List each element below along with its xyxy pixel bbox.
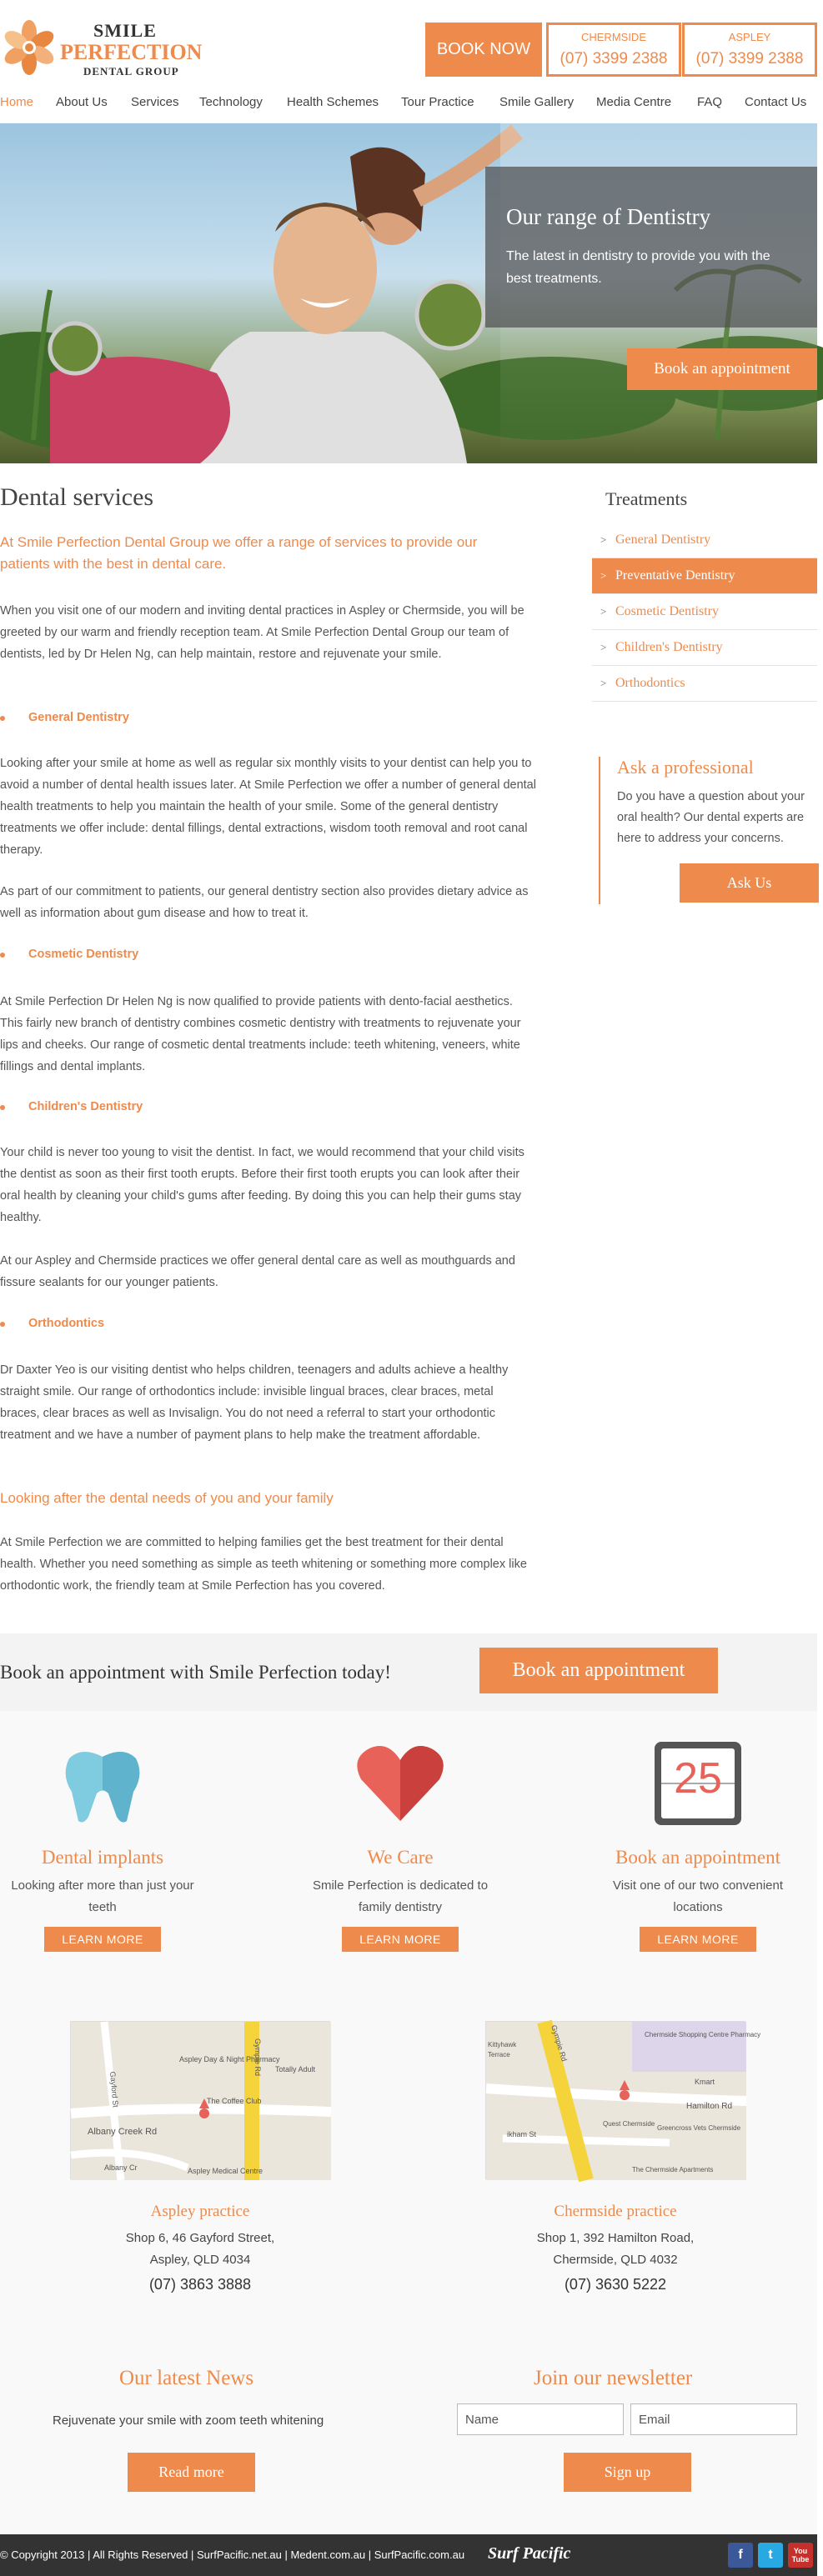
map-label: Totally Adult xyxy=(275,2065,316,2073)
subheading-general: General Dentistry xyxy=(0,711,129,724)
map-label: Terrace xyxy=(488,2051,510,2058)
paragraph: When you visit one of our modern and inviting dental practices in Aspley or Chermside, you will be greeted by our warm and friendly reception team. At Smile Perfection Dental Group our team of dentists, led by Dr Helen Ng, can help maintain, restore and rejuvenate your smile. xyxy=(0,604,524,661)
email-input[interactable]: Email xyxy=(630,2403,797,2435)
paragraph: Dr Daxter Yeo is our visiting dentist who helps children, teenagers and adults achieve a healthy straight smile. Our range of orthodontics include: invisible lingual braces, clear braces, metal braces, clear braces as well as Invisalign. You do not need a referral to start your orthodontic treatment and we have a number of payment plans to help make the treatment affordable. xyxy=(0,1363,509,1442)
practice-title: Aspley practice xyxy=(150,2203,250,2220)
ask-us-button[interactable]: Ask Us xyxy=(680,863,819,903)
feature-text: Looking after more than just your teeth xyxy=(11,1878,194,1914)
practice-title: Chermside practice xyxy=(554,2203,677,2220)
main-nav xyxy=(0,95,817,120)
subheading-children: Children's Dentistry xyxy=(0,1100,143,1113)
feature-book xyxy=(573,1742,823,1952)
map-label: Aspley Medical Centre xyxy=(188,2167,263,2175)
paragraph: Your child is never too young to visit the dentist. In fact, we would recommend that your child visits the dentist as soon as their first tooth erupts. Before their first tooth erupts you can look after their oral health by cleaning your child's gums after feeding. By doing this you can help their gums stay healthy. xyxy=(0,1146,524,1224)
logo-title: SMILE xyxy=(93,20,157,41)
ask-professional-box xyxy=(599,757,817,904)
site-header xyxy=(0,0,817,93)
learn-more-button[interactable]: LEARN MORE xyxy=(640,1927,756,1952)
nav-about-us[interactable]: About Us xyxy=(56,95,108,109)
map-label: ikham St xyxy=(507,2130,537,2138)
nav-technology[interactable]: Technology xyxy=(199,95,263,109)
practice-phone[interactable]: (07) 3863 3888 xyxy=(148,2276,252,2293)
book-bar-text: Book an appointment with Smile Perfection today! xyxy=(0,1662,391,1683)
hero-book-button[interactable]: Book an appointment xyxy=(627,348,817,390)
footer xyxy=(0,2534,817,2576)
nav-home[interactable]: Home xyxy=(0,95,34,109)
footer-copyright: © Copyright 2013 | All Rights Reserved | SurfPacific.net.au | Medent.com.au | SurfPacific.com.au xyxy=(0,2548,465,2561)
feature-text: Smile Perfection is dedicated to family dentistry xyxy=(312,1878,489,1914)
feature-title: We Care xyxy=(367,1847,434,1868)
map-label: Albany Creek Rd xyxy=(88,2127,158,2137)
map-chermside[interactable] xyxy=(485,2021,761,2179)
paragraph: As part of our commitment to patients, our general dentistry section also provides dietary advice as well as information about gum disease and how to treat it. xyxy=(0,885,529,920)
intro-text: At Smile Perfection Dental Group we offer a range of services to provide our patients with the best in dental care. xyxy=(0,534,478,572)
phone-chermside[interactable] xyxy=(546,23,681,77)
sidebar-item-preventative[interactable]: > Preventative Dentistry xyxy=(592,558,817,594)
heart-icon xyxy=(354,1742,446,1825)
subheading-cosmetic: Cosmetic Dentistry xyxy=(0,948,138,961)
map-label: Greencross Vets Chermside xyxy=(657,2124,741,2132)
logo-subtitle: PERFECTION xyxy=(60,40,203,64)
tooth-icon xyxy=(57,1742,148,1825)
map-label: Chermside Shopping Centre Pharmacy xyxy=(645,2031,761,2038)
nav-media-centre[interactable]: Media Centre xyxy=(596,95,672,109)
phone-aspley[interactable] xyxy=(682,23,817,77)
learn-more-button[interactable]: LEARN MORE xyxy=(342,1927,459,1952)
map-label: Kmart xyxy=(695,2078,715,2086)
calendar-day: 25 xyxy=(674,1754,722,1803)
practice-phone[interactable]: (07) 3630 5222 xyxy=(564,2276,667,2293)
twitter-icon[interactable]: t xyxy=(758,2543,783,2568)
treatments-list xyxy=(592,523,817,702)
map-label: The Coffee Club xyxy=(207,2097,262,2105)
book-bar-button[interactable]: Book an appointment xyxy=(479,1648,718,1693)
feature-text: Visit one of our two convenient locations xyxy=(612,1878,784,1914)
sidebar-item-general[interactable]: > General Dentistry xyxy=(592,523,817,558)
news-title: Our latest News xyxy=(119,2367,254,2389)
nav-health-schemes[interactable]: Health Schemes xyxy=(287,95,379,109)
feature-we-care xyxy=(275,1742,525,1952)
nav-faq[interactable]: FAQ xyxy=(697,95,723,109)
hero-subtitle: The latest in dentistry to provide you with the best treatments. xyxy=(506,249,770,286)
feature-title: Book an appointment xyxy=(615,1847,781,1868)
sidebar-title: Treatments xyxy=(605,488,688,509)
youtube-icon[interactable]: You Tube xyxy=(788,2543,813,2568)
sidebar-item-cosmetic[interactable]: > Cosmetic Dentistry xyxy=(592,594,817,630)
practice-address xyxy=(63,2228,338,2271)
address-line: Aspley, QLD 4034 xyxy=(149,2253,251,2267)
practice-address xyxy=(478,2228,753,2271)
logo[interactable] xyxy=(0,15,203,82)
phone-location: CHERMSIDE xyxy=(580,31,646,43)
ask-title: Ask a professional xyxy=(617,757,754,778)
page-title: Dental services xyxy=(0,483,154,511)
paragraph: At our Aspley and Chermside practices we offer general dental care as well as mouthguards and fissure sealants for our younger patients. xyxy=(0,1254,515,1289)
ask-text: Do you have a question about your oral health? Our dental experts are here to address your concerns. xyxy=(617,790,805,845)
map-label: Gayford St xyxy=(108,2071,120,2108)
map-label: Kittyhawk xyxy=(488,2041,517,2048)
map-label: Aspley Day & Night Pharmacy xyxy=(179,2055,280,2063)
newsletter-title: Join our newsletter xyxy=(534,2367,693,2389)
paragraph: At Smile Perfection we are committed to helping families get the best treatment for their dental health. Whether you need something as simple as teeth whitening or something more complex like orthodontic work, the friendly team at Smile Perfection has you covered. xyxy=(0,1536,527,1593)
subheading-family: Looking after the dental needs of you and your family xyxy=(0,1490,334,1506)
hero-banner xyxy=(0,123,817,463)
nav-contact-us[interactable]: Contact Us xyxy=(745,95,807,109)
feature-title: Dental implants xyxy=(41,1847,164,1868)
paragraph: Looking after your smile at home as well as regular six monthly visits to your dentist can help you to avoid a number of dental health issues later. At Smile Perfection we offer a number of general dental health treatments to help you maintain the health of your smile. Some of the general dentistry treatments we offer include: dental fillings, dental extractions, wisdom tooth removal and root canal therapy. xyxy=(0,757,536,857)
map-label: Quest Chermside xyxy=(603,2120,655,2128)
surf-pacific-logo[interactable]: Surf Pacific xyxy=(488,2544,571,2563)
map-label: Gympie Rd xyxy=(550,2023,569,2063)
phone-number: (07) 3399 2388 xyxy=(695,50,804,68)
address-line: Shop 6, 46 Gayford Street, xyxy=(125,2231,275,2245)
nav-smile-gallery[interactable]: Smile Gallery xyxy=(499,95,575,109)
calendar-icon xyxy=(655,1742,741,1825)
map-label: Albany Cr xyxy=(104,2163,138,2172)
sidebar-item-orthodontics[interactable]: > Orthodontics xyxy=(592,666,817,702)
paragraph: At Smile Perfection Dr Helen Ng is now qualified to provide patients with dento-facial aesthetics. This fairly new branch of dentistry combines cosmetic dentistry with treatments to rejuvenate your lips and cheeks. Our range of cosmetic dental treatments include: teeth whitening, veneers, white fillings and dental implants. xyxy=(0,995,521,1073)
facebook-icon[interactable]: f xyxy=(728,2543,753,2568)
subheading-orthodontics: Orthodontics xyxy=(0,1317,104,1330)
name-input[interactable]: Name xyxy=(457,2403,624,2435)
phone-location: ASPLEY xyxy=(728,31,771,43)
sidebar-item-children[interactable]: > Children's Dentistry xyxy=(592,630,817,666)
address-line: Shop 1, 392 Hamilton Road, xyxy=(536,2231,695,2245)
nav-services[interactable]: Services xyxy=(131,95,179,109)
map-label: The Chermside Apartments xyxy=(632,2166,714,2173)
hero-caption xyxy=(485,167,817,328)
phone-number: (07) 3399 2388 xyxy=(560,50,668,68)
news-item[interactable]: Rejuvenate your smile with zoom teeth whitening xyxy=(53,2413,324,2428)
book-now-button[interactable]: BOOK NOW xyxy=(425,23,542,77)
map-aspley-graphic xyxy=(71,2022,331,2180)
nav-tour-practice[interactable]: Tour Practice xyxy=(401,95,474,109)
flower-logo-icon xyxy=(0,18,58,77)
logo-tagline: DENTAL GROUP xyxy=(83,65,179,78)
address-line: Chermside, QLD 4032 xyxy=(553,2253,678,2267)
map-label: Hamilton Rd xyxy=(686,2102,733,2111)
book-bar xyxy=(0,1633,817,1711)
learn-more-button[interactable]: LEARN MORE xyxy=(44,1927,161,1952)
map-chermside-graphic xyxy=(486,2022,761,2180)
practice-aspley xyxy=(63,2203,338,2293)
practice-chermside xyxy=(478,2203,753,2293)
map-label: Gympie Rd xyxy=(253,2038,262,2077)
sign-up-button[interactable]: Sign up xyxy=(564,2453,691,2492)
map-aspley[interactable] xyxy=(70,2021,330,2179)
feature-implants xyxy=(0,1742,228,1952)
read-more-button[interactable]: Read more xyxy=(128,2453,255,2492)
hero-title: Our range of Dentistry xyxy=(506,204,711,229)
